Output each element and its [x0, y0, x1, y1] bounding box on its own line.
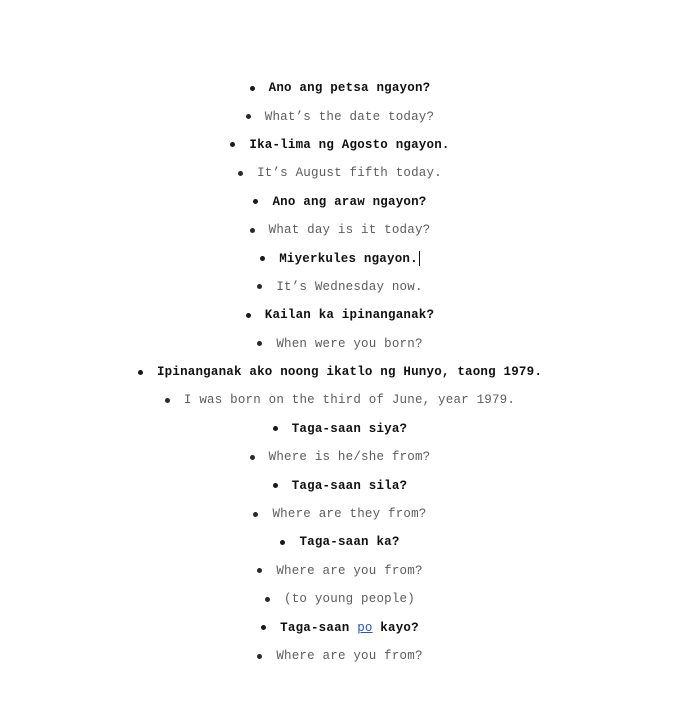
bullet-icon	[246, 313, 251, 318]
list-item	[0, 415, 680, 443]
bullet-icon	[261, 625, 266, 630]
list-item	[0, 188, 680, 216]
list-item-text: Taga-saan siya?	[291, 421, 408, 436]
list-item-text: Ano ang araw ngayon?	[272, 194, 427, 209]
list-item-text: Taga-saan ka?	[299, 535, 400, 550]
list-item	[0, 386, 680, 414]
list-item-text: It’s August fifth today.	[257, 166, 442, 181]
list-item-text: Where are you from?	[276, 649, 423, 663]
list-item	[0, 159, 680, 187]
bullet-icon	[253, 512, 258, 517]
list-item	[0, 131, 680, 159]
bullet-icon	[238, 171, 243, 176]
list-item	[0, 216, 680, 244]
bullet-icon	[257, 284, 262, 289]
bullet-icon	[250, 228, 255, 233]
list-item	[0, 330, 680, 358]
list-item-text: What day is it today?	[268, 223, 431, 238]
list-item-text: Ipinanganak ako noong ikatlo ng Hunyo, taong 1979.	[156, 365, 543, 380]
list-item-text: (to young people)	[284, 592, 415, 607]
list-item	[0, 74, 680, 102]
list-item-text: Where are you from?	[276, 563, 423, 578]
list-item	[0, 613, 680, 641]
list-item-text: Where are they from?	[272, 507, 427, 522]
list-item-text: It’s Wednesday now.	[276, 279, 423, 294]
bullet-icon	[260, 256, 265, 261]
bullet-icon	[250, 455, 255, 460]
list-item	[0, 500, 680, 528]
list-item	[0, 471, 680, 499]
bullet-icon	[253, 199, 258, 204]
list-item-text: Where is he/she from?	[268, 450, 431, 465]
list-item	[0, 102, 680, 130]
list-item	[0, 557, 680, 585]
bullet-icon	[230, 142, 235, 147]
list-item-text: Ika-lima ng Agosto ngayon.	[249, 137, 450, 152]
list-item[interactable]	[0, 244, 680, 272]
list-item-text: I was born on the third of June, year 1979.	[183, 393, 516, 408]
bullet-icon	[265, 597, 270, 602]
list-item-text-before: Taga-saan	[280, 620, 358, 635]
list-item-text[interactable]: Miyerkules ngayon.	[279, 251, 418, 266]
list-item	[0, 528, 680, 556]
text-cursor	[419, 251, 420, 266]
bullet-icon	[257, 341, 262, 346]
bullet-icon	[273, 426, 278, 431]
list-item-text: Taga-saan sila?	[291, 478, 408, 493]
list-item-text-after: kayo?	[372, 620, 419, 635]
bullet-icon	[257, 568, 262, 573]
list-item-text: When were you born?	[276, 336, 423, 351]
bullet-icon	[250, 86, 255, 91]
list-item-text: Kailan ka ipinanganak?	[264, 308, 435, 323]
list-item-text: What’s the date today?	[264, 109, 435, 124]
bullet-icon	[280, 540, 285, 545]
list-item	[0, 642, 680, 670]
list-item	[0, 443, 680, 471]
bullet-icon	[138, 370, 143, 375]
bullet-icon	[273, 483, 278, 488]
bullet-icon	[246, 114, 251, 119]
list-item	[0, 358, 680, 386]
bullet-icon	[165, 398, 170, 403]
list-item-text: Ano ang petsa ngayon?	[268, 81, 431, 96]
list-item	[0, 301, 680, 329]
document-body	[0, 74, 680, 670]
po-link[interactable]: po	[357, 620, 373, 635]
bullet-icon	[257, 654, 262, 659]
list-item	[0, 585, 680, 613]
list-item	[0, 273, 680, 301]
